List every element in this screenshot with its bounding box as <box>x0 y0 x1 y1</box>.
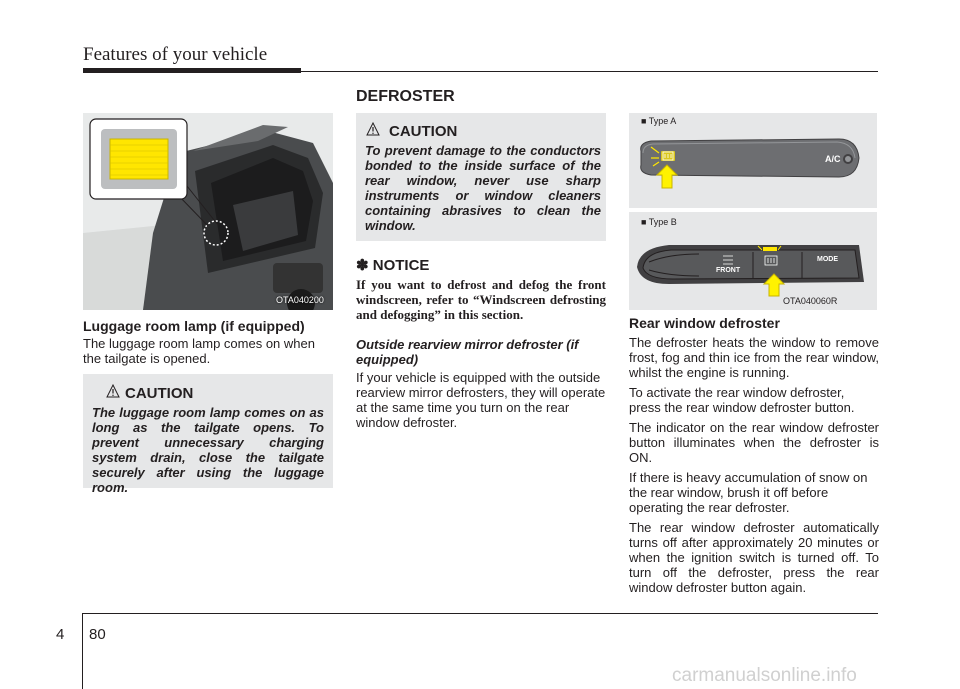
control-panel-type-b <box>629 212 877 310</box>
front-label: FRONT <box>716 267 741 274</box>
luggage-lamp-heading: Luggage room lamp (if equipped) <box>83 318 305 334</box>
control-panel-type-a <box>629 113 877 208</box>
page-number: 80 <box>89 626 106 643</box>
watermark: carmanualsonline.info <box>672 665 857 686</box>
luggage-image-code: OTA040200 <box>276 295 324 305</box>
section-title: DEFROSTER <box>356 88 455 105</box>
luggage-lamp-body: The luggage room lamp comes on when the tailgate is opened. <box>83 336 315 366</box>
notice-title: ✽ NOTICE <box>356 257 430 274</box>
luggage-room-photo <box>83 113 333 310</box>
notice-text: If you want to defrost and defog the front windscreen, refer to “Windscreen defrosting and defogging” in this section. <box>356 277 606 322</box>
rear-paragraph: The indicator on the rear window defroster button illuminates when the defroster is ON. <box>629 420 879 465</box>
footer-rule <box>82 613 878 614</box>
defroster-caution-title: CAUTION <box>389 123 458 140</box>
mirror-defroster-body: If your vehicle is equipped with the outside rearview mirror defrosters, they will operate at the same time you turn on the rear window defroster. <box>356 370 606 430</box>
header-bar <box>83 68 301 73</box>
defroster-caution-box <box>356 113 606 241</box>
chapter-number: 4 <box>56 626 65 643</box>
luggage-caution-text: The luggage room lamp comes on as long as the tailgate opens. To prevent unnecessary charging system drain, close the tailgate securely after using the luggage room. <box>92 405 324 495</box>
rear-defroster-body <box>629 335 879 600</box>
rear-paragraph: If there is heavy accumulation of snow on the rear window, brush it off before operating the rear defroster. <box>629 470 868 515</box>
mode-label: MODE <box>817 256 838 263</box>
ac-label: A/C <box>825 154 841 164</box>
footer-divider <box>82 613 83 689</box>
defroster-caution-text: To prevent damage to the conductors bonded to the inside surface of the rear window, never use sharp instruments or window cleaners containing abrasives to clean the window. <box>365 143 601 233</box>
rear-paragraph: To activate the rear window defroster, press the rear window defroster button. <box>629 385 855 415</box>
rear-paragraph: The defroster heats the window to remove frost, fog and thin ice from the rear window, whilst the engine is running. <box>629 335 879 380</box>
type-b-label: ■ Type B <box>641 217 677 227</box>
controls-image-code: OTA040060R <box>783 296 838 306</box>
type-a-label: ■ Type A <box>641 116 677 126</box>
luggage-caution-title: CAUTION <box>125 385 194 402</box>
warning-icon <box>366 122 380 136</box>
warning-icon <box>106 384 120 398</box>
luggage-caution-box <box>83 374 333 495</box>
rear-defroster-heading: Rear window defroster <box>629 315 780 331</box>
mirror-defroster-heading: Outside rearview mirror defroster (if equipped) <box>356 337 579 367</box>
header-rule <box>300 71 878 72</box>
page-header-title: Features of your vehicle <box>83 44 268 65</box>
rear-paragraph: The rear window defroster automatically turns off after approximately 20 minutes or when the ignition switch is turned off. To turn off the defroster, press the rear window defroster button again. <box>629 520 879 595</box>
